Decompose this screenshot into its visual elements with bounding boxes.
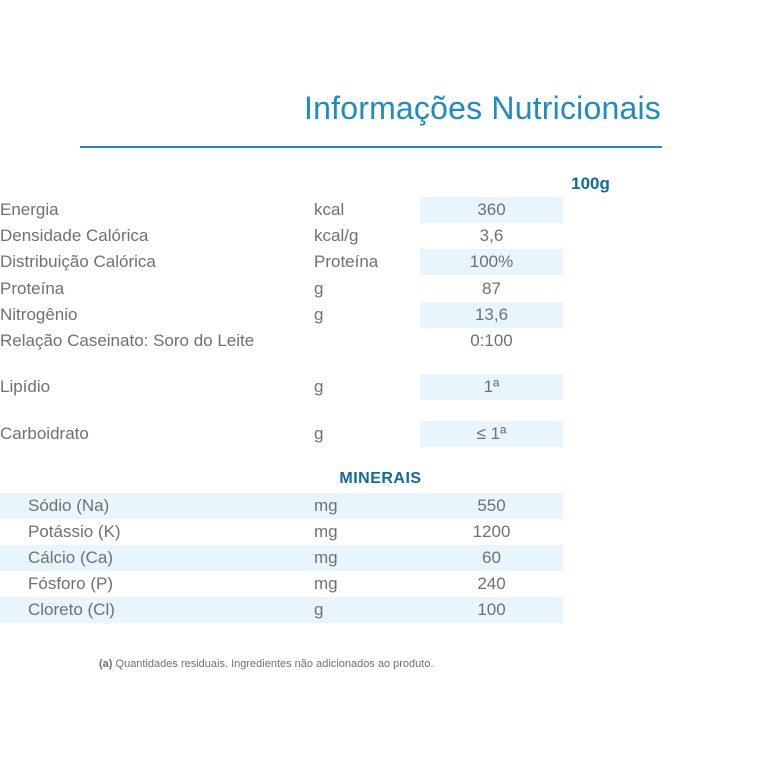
table-row-distribuicao — [0, 249, 563, 275]
row-unit: mg — [314, 574, 338, 593]
row-name: Proteína — [0, 279, 65, 298]
row-value: 87 — [482, 279, 501, 298]
table-row-energia — [0, 197, 563, 223]
table-row-potassio — [0, 519, 563, 545]
row-value: 3,6 — [479, 226, 504, 245]
row-value: 60 — [482, 548, 501, 567]
row-name: Nitrogênio — [0, 305, 78, 324]
row-unit: g — [314, 600, 324, 619]
row-unit: kcal — [314, 200, 345, 219]
row-unit: g — [314, 279, 324, 298]
row-unit: g — [314, 305, 324, 324]
footnote-text: Quantidades residuais. Ingredientes não adicionados ao produto. — [115, 658, 434, 670]
row-name: Cálcio (Ca) — [28, 548, 114, 567]
row-name: Cloreto (Cl) — [28, 600, 115, 619]
row-value: 0:100 — [470, 331, 513, 350]
table-row-sodio — [0, 493, 563, 519]
row-unit: Proteína — [314, 252, 379, 271]
row-value: 360 — [420, 197, 563, 223]
row-value: 550 — [477, 496, 506, 515]
row-unit: mg — [314, 496, 338, 515]
page-title: Informações Nutricionais — [304, 90, 661, 126]
table-row-calcio — [0, 545, 563, 571]
row-value: 100 — [477, 600, 506, 619]
table-row-carboidrato — [0, 421, 563, 447]
table-row-nitrogenio — [0, 302, 563, 328]
row-name: Lipídio — [0, 377, 51, 396]
row-name: Fósforo (P) — [28, 574, 114, 593]
row-unit: g — [314, 424, 324, 443]
row-value: 1ª — [420, 374, 563, 400]
footnote — [99, 658, 434, 670]
row-name: Carboidrato — [0, 424, 89, 443]
row-unit: kcal/g — [314, 226, 359, 245]
row-value: ≤ 1ª — [420, 421, 563, 447]
footnote-marker: (a) — [99, 658, 113, 670]
row-value: 100% — [420, 249, 563, 275]
table-row-densidade — [0, 223, 563, 249]
row-name: Distribuição Calórica — [0, 252, 156, 271]
row-unit: mg — [314, 548, 338, 567]
row-value: 240 — [477, 574, 506, 593]
table-row-cloreto — [0, 597, 563, 623]
row-name: Sódio (Na) — [28, 496, 110, 515]
row-value: 13,6 — [420, 302, 563, 328]
row-unit: g — [314, 377, 324, 396]
title-divider — [80, 146, 662, 148]
row-name: Potássio (K) — [28, 522, 121, 541]
row-name: Relação Caseinato: Soro do Leite — [0, 331, 255, 350]
column-header-100g: 100g — [571, 174, 610, 193]
row-name: Densidade Calórica — [0, 226, 149, 245]
row-unit: mg — [314, 522, 338, 541]
section-header-minerais: MINERAIS — [339, 470, 422, 487]
row-name: Energia — [0, 200, 59, 219]
row-value: 1200 — [472, 522, 511, 541]
table-row-fosforo — [0, 571, 563, 597]
table-row-relacao — [0, 328, 563, 354]
table-row-proteina — [0, 276, 563, 302]
table-row-lipidio — [0, 374, 563, 400]
